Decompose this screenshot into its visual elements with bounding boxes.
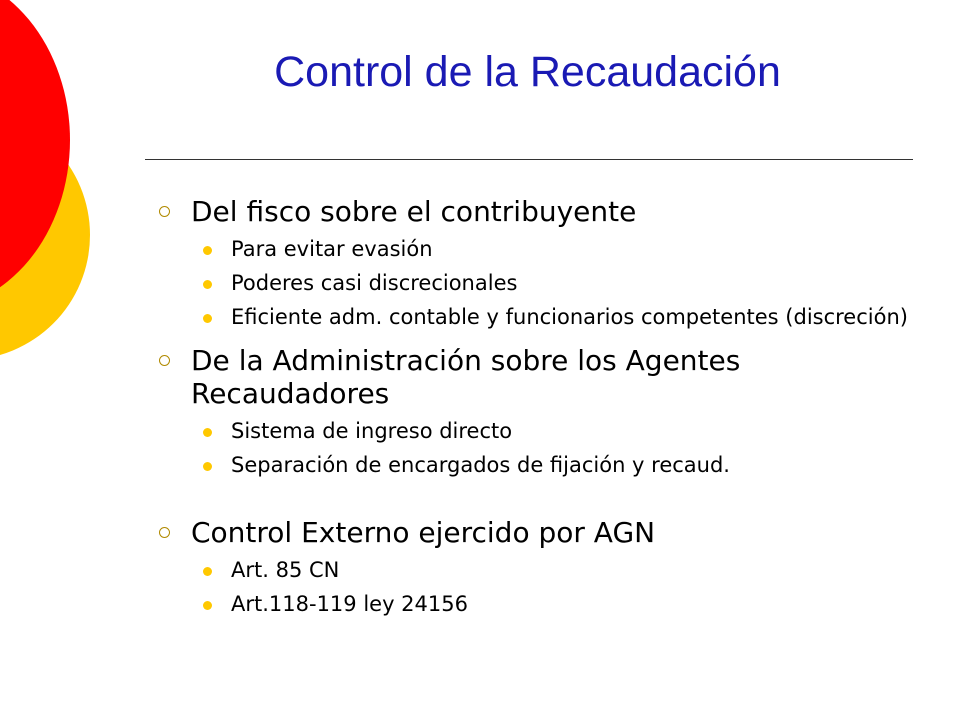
list-item <box>155 271 945 296</box>
ring-bullet-icon <box>159 355 170 366</box>
section-heading-text: Del fisco sobre el contribuyente <box>191 195 637 228</box>
section-heading <box>155 195 945 228</box>
dot-bullet-icon <box>203 601 212 610</box>
ring-bullet-icon <box>159 527 170 538</box>
dot-bullet-icon <box>203 462 212 471</box>
section-heading-text: De la Administración sobre los Agentes Recaudadores <box>191 344 741 410</box>
dot-bullet-icon <box>203 567 212 576</box>
list-item-text: Art. 85 CN <box>231 558 340 582</box>
slide-content <box>155 195 945 617</box>
list-item <box>155 305 945 330</box>
list-item-text: Art.118-119 ley 24156 <box>231 592 468 616</box>
dot-bullet-icon <box>203 246 212 255</box>
list-item <box>155 237 945 262</box>
section-heading-text: Control Externo ejercido por AGN <box>191 516 656 549</box>
section-heading <box>155 516 945 549</box>
list-item-text: Eficiente adm. contable y funcionarios competentes (discreción) <box>231 305 908 329</box>
section-heading <box>155 344 945 410</box>
title-divider <box>145 159 913 160</box>
list-item <box>155 453 945 478</box>
list-item <box>155 419 945 444</box>
dot-bullet-icon <box>203 280 212 289</box>
list-item <box>155 558 945 583</box>
ring-bullet-icon <box>159 206 170 217</box>
list-item-text: Sistema de ingreso directo <box>231 419 513 443</box>
list-item <box>155 592 945 617</box>
slide-title: Control de la Recaudación <box>274 48 781 96</box>
list-item-text: Separación de encargados de fijación y recaud. <box>231 453 730 477</box>
dot-bullet-icon <box>203 314 212 323</box>
list-item-text: Para evitar evasión <box>231 237 433 261</box>
list-item-text: Poderes casi discrecionales <box>231 271 518 295</box>
dot-bullet-icon <box>203 428 212 437</box>
